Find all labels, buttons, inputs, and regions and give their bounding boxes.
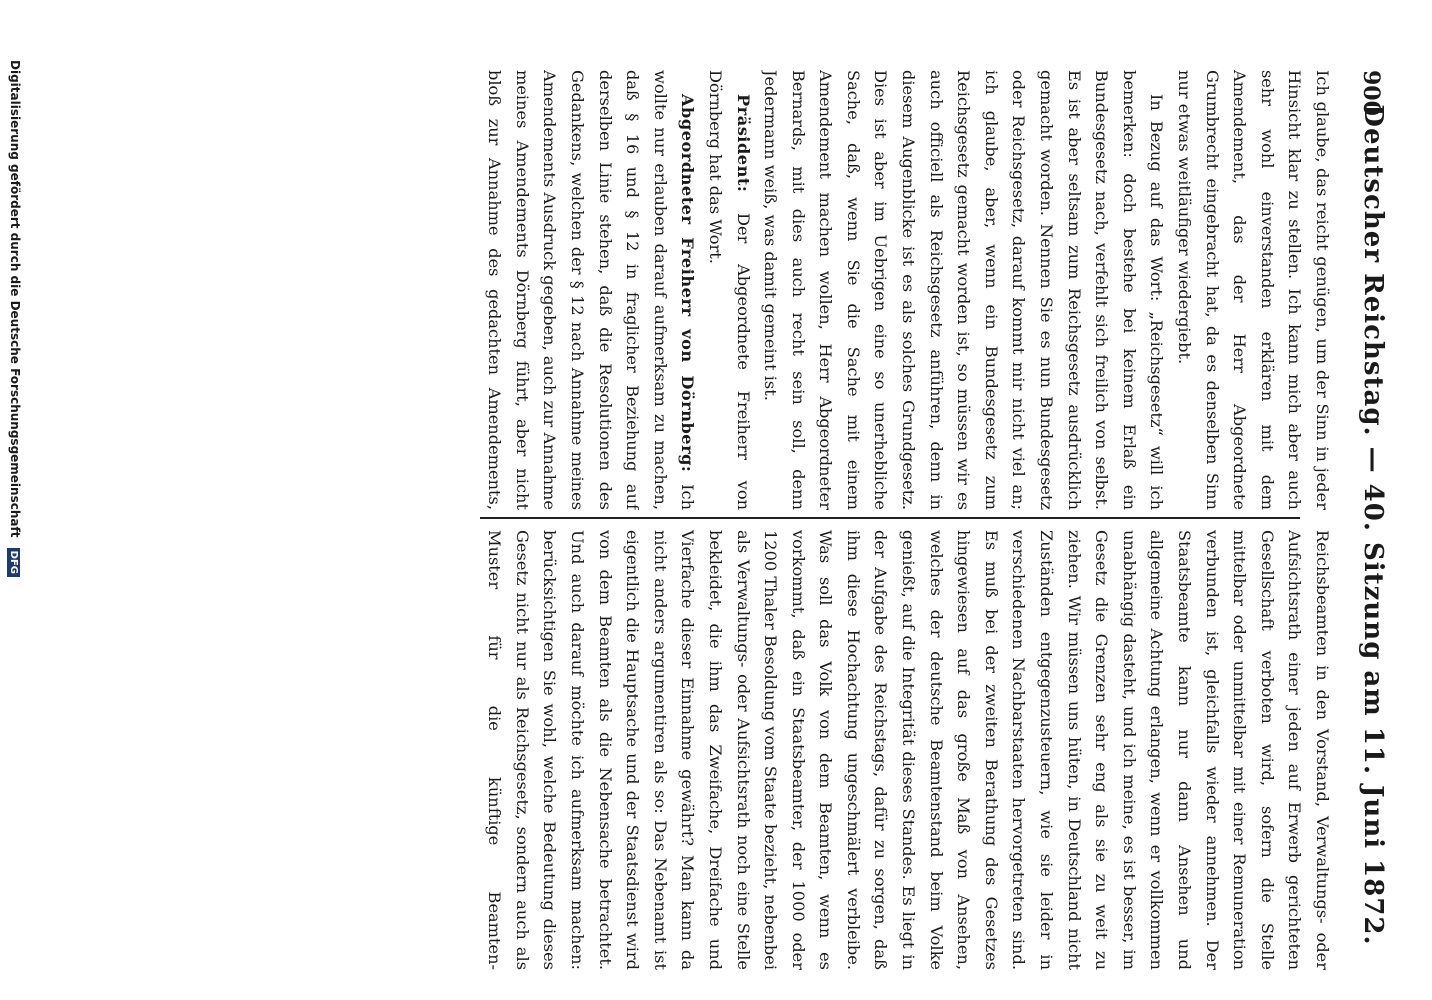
- column-divider: [480, 517, 1300, 519]
- digitization-footer: [4, 60, 22, 960]
- right-column: [476, 530, 1336, 970]
- running-head: [1352, 70, 1392, 980]
- speaker-name: Abgeordneter Freiherr von Dörnberg:: [678, 94, 698, 473]
- speech-paragraph: [701, 70, 756, 510]
- text-paragraph: In Bezug auf das Wort: „Reichsgesetz“ will ich bemerken: doch bestehe bei keinem Erlaß ein Bundesgesetz nach, verfehlt sich freilich von selbst. Es ist aber seltsam zum Reichsgesetz ausdrücklich gemacht worden. Nennen Sie es nun Bundesgesetz oder Reichsgesetz, darauf kommt mir nicht viel an; ich glaube, aber, wenn ein Bundesgesetz zum Reichsgesetz gemacht worden ist, so müssen wir es auch officiell als Reichsgesetz anführen, denn in diesem Augenblicke ist es als solches Grundgesetz. Dies ist aber im Uebrigen eine so unerhebliche Sache, daß, wenn Sie die Sache mit einem Amendement machen wollen, Herr Abgeordneter Bernards, mit dies auch recht sein soll, denn Jedermann weiß, was damit gemeint ist.: [761, 70, 1167, 510]
- page-title: Deutscher Reichstag. — 40. Sitzung am 11. Juni 1872.: [1358, 104, 1388, 946]
- page-number: 900: [1358, 70, 1384, 116]
- text-paragraph: Reichsbeamten in den Vorstand, Verwaltungs- oder Aufsichtsrath einer jeden auf Erwerb gerichteten Gesellschaft verboten wird, sofern die Stelle mittelbar oder unmittelbar mit einer Remuneration verbunden ist, gleichfalls wieder annehmen. Der Staatsbeamte kann nur dann Ansehen und allgemeine Achtung erlangen, wenn er vollkommen unabhängig dasteht, und ich meine, es ist besser, im Gesetz die Grenzen sehr eng als sie zu weit zu ziehen. Wir müssen uns hüten, in Deutschland nicht Zuständen entgegenzusteuern, wie sie leider in verschiedenen Nachbarstaaten hervorgetreten sind. Es muß bei der zweiten Berathung des Gesetzes hingewiesen auf das große Maß von Ansehen, welches der deutsche Beamtenstand beim Volke genießt, auf die Integrität dieses Standes. Es liegt in der Aufgabe des Reichstags, dafür zu sorgen, daß ihm diese Hochachtung ungeschmälert verbleibe. Was soll das Volk von dem Beamten, wenn es vorkommt, daß ein Staatsbeamter, der 1000 oder 1200 Thaler Besoldung vom Staate bezieht, nebenbei als Verwaltungs- oder Aufsichtsrath noch eine Stelle bekleidet, die ihm das Zweifache, Dreifache und Vierfache dieser Einnahme gewährt? Man kann da nicht anders argumentiren als so: Das Nebenamt ist eigentlich die Hauptsache und der Staatsdienst wird von dem Beamten als die Nebensache betrachtet. Und auch darauf möchte ich aufmerksam machen: berücksichtigen Sie wohl, welche Bedeutung dieses Gesetz nicht nur als Reichsgesetz, sondern auch als Muster für die künftige Beamten-: [485, 530, 1332, 970]
- dfg-badge: DFG: [7, 548, 20, 577]
- speech-paragraph: [476, 70, 701, 510]
- footer-text: Digitalisierung gefördert durch die Deutsche Forschungsgemeinschaft: [8, 60, 22, 538]
- text-paragraph: Ich glaube, das reicht genügen, um der Sinn in jeder Hinsicht klar zu stellen. Ich kann mich aber auch sehr wohl einverstanden erklären mit dem Amendement, das der Herr Abgeordnete Grumbrecht eingebracht hat, da es denselben Sinn nur etwas weitläufiger wiedergiebt.: [1175, 70, 1332, 510]
- speech-text: Ich wollte nur erlauben darauf aufmerksam zu machen, daß § 16 und § 12 in fraglicher Beziehung auf derselben Linie stehen, daß die Resolutionen des Gedankens, welchen der § 12 nach Annahme meines Amendements Ausdruck gegeben, auch zur Annahme meines Amendements Dörnberg führt, aber nicht bloß zur Annahme des gedachten Amendements,: [485, 70, 698, 510]
- speech-text: Der Abgeordnete Freiherr von Dörnberg hat das Wort.: [705, 70, 753, 510]
- speaker-name: Präsident:: [733, 94, 753, 193]
- left-column: [476, 70, 1336, 510]
